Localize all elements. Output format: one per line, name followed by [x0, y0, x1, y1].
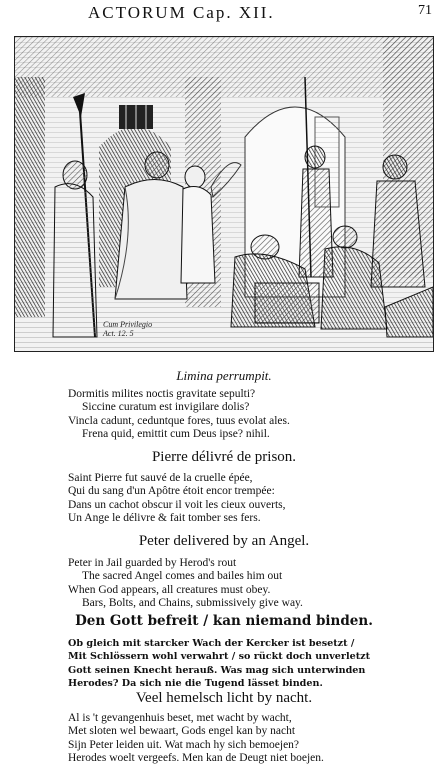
verse-line: Sijn Peter leiden uit. Wat mach hy sich bemoejen?: [68, 738, 300, 751]
verse-line: Gott seinen Knecht herauß. Was mag sich unterwinden: [68, 664, 366, 676]
german-title: Den Gott befreit / kan niemand binden.: [75, 613, 373, 629]
english-verse: [68, 557, 438, 610]
vaulted-ceiling: [15, 37, 433, 97]
verse-line: The sacred Angel comes and bailes him out: [82, 570, 283, 583]
verse-line: Qui du sang d'un Apôtre étoit encor trempée:: [68, 485, 275, 498]
verse-line: Saint Pierre fut sauvé de la cruelle épée,: [68, 472, 253, 484]
crouching-soldier: [333, 226, 357, 248]
left-pillar: [15, 77, 45, 317]
engraving-illustration: [14, 36, 434, 352]
verse-line: Al is 't gevangenhuis beset, met wacht by wacht,: [68, 712, 292, 724]
verse-line: Ob gleich mit starcker Wach der Kercker ist besetzt /: [68, 638, 355, 649]
french-title: Pierre délivré de prison.: [151, 449, 297, 465]
verse-line: Met sloten wel bewaart, Gods engel kan by nacht: [68, 725, 296, 738]
page-number: 71: [418, 3, 432, 18]
verse-line: Herodes woelt vergeefs. Men kan de Deugt niet boejen.: [68, 751, 324, 764]
running-title: ACTORUM Cap. XII.: [88, 3, 275, 22]
dutch-verse: [68, 712, 438, 765]
engraver-signature: [103, 320, 152, 338]
angel-figure: [185, 166, 205, 188]
verse-line: Bars, Bolts, and Chains, submissively give way.: [82, 596, 303, 609]
verse-line: Peter in Jail guarded by Herod's rout: [68, 557, 237, 569]
verse-line: Un Ange le délivre & fait tomber ses fers.: [68, 511, 261, 524]
engraving-drawing: [15, 37, 433, 351]
verse-line: Siccine curatum est invigilare dolis?: [82, 401, 250, 414]
verse-line: Herodes? Da sich nie die Tugend lässet binden.: [68, 677, 323, 689]
verse-line: Frena quid, emittit cum Deus ipse? nihil.: [82, 427, 270, 440]
wooden-chest: [255, 283, 319, 323]
signature-line-2: Act. 12. 5: [103, 329, 134, 338]
verse-line: Dans un cachot obscur il voit les cieux ouverts,: [68, 498, 286, 511]
latin-verse: [68, 388, 438, 441]
dutch-title: Veel hemelsch licht by nacht.: [135, 690, 313, 706]
english-title: Peter delivered by an Angel.: [138, 533, 310, 549]
latin-title: Limina perrumpit.: [176, 368, 272, 383]
armored-soldier: [383, 155, 407, 179]
verse-line: Vincla cadunt, ceduntque fores, tuus evolat ales.: [68, 414, 290, 427]
page-header: [0, 3, 448, 23]
verse-line: When God appears, all creatures must obey.: [68, 583, 271, 596]
peter-figure: [145, 152, 169, 178]
german-verse: [68, 637, 438, 690]
french-verse: [68, 472, 438, 525]
verse-line: Mit Schlössern wohl verwahrt / so rückt doch unverletzt: [68, 651, 371, 663]
signature-line-1: Cum Privilegio: [103, 320, 153, 329]
verse-line: Dormitis milites noctis gravitate sepulti?: [68, 388, 256, 400]
